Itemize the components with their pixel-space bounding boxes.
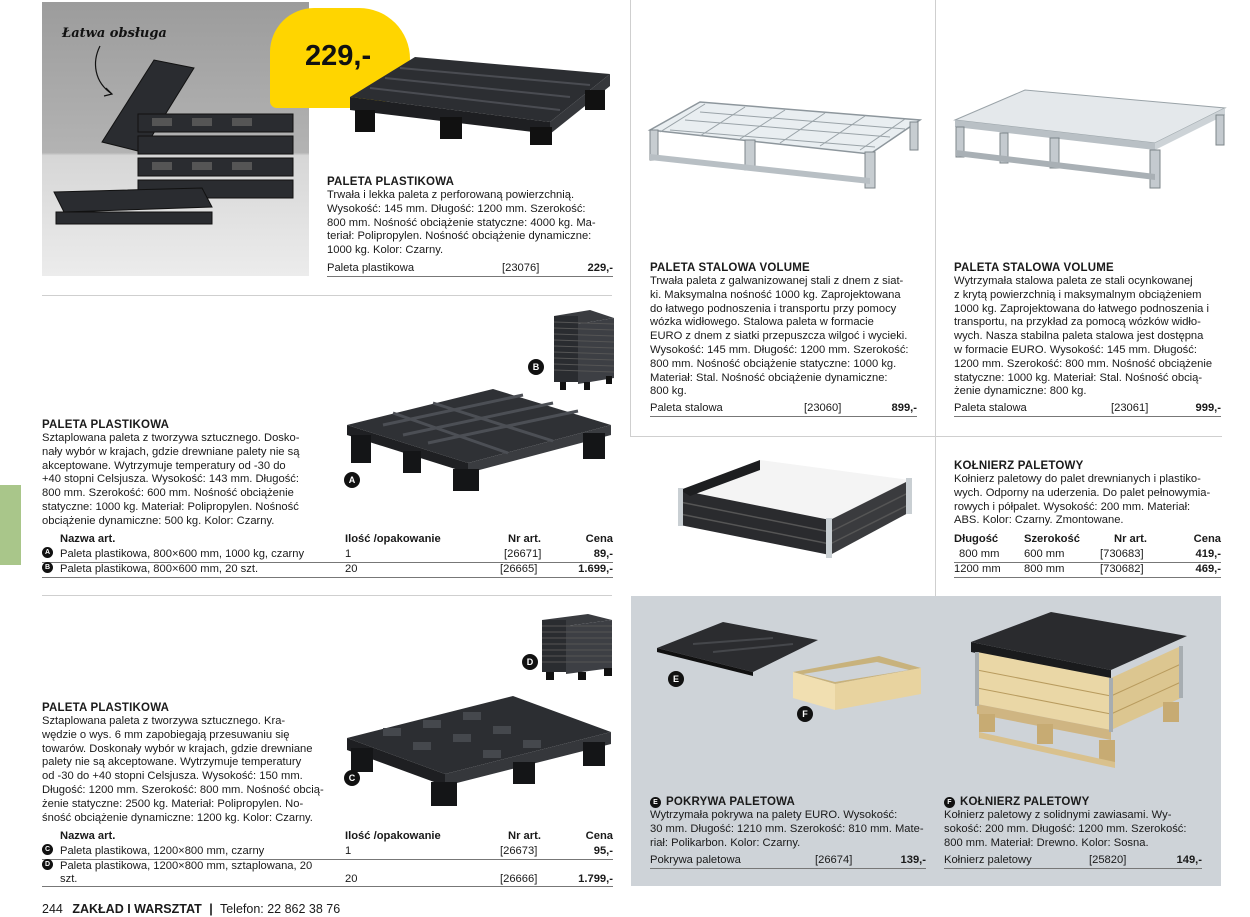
p7-product-row[interactable]: [650, 853, 926, 869]
p2-description: [650, 275, 920, 399]
p2-desc-line: Materiał: Stal. Nośność obciążenie dynamiczne:: [650, 371, 888, 384]
p1-desc-line: 1000 kg. Kolor: Czarny.: [327, 244, 444, 257]
price: 89,-: [593, 548, 613, 560]
p8-desc-line: 800 mm. Materiał: Drewno. Kolor: Sosna.: [944, 836, 1149, 849]
qty: 20: [345, 873, 358, 885]
p5-title: KOŁNIERZ PALETOWY: [954, 460, 1084, 472]
product-name: Paleta plastikowa, 800×600 mm, 1000 kg, czarny: [60, 548, 305, 560]
table-row[interactable]: C Paleta plastikowa, 1200×800 mm, czarny 1 [26673] 95,-: [42, 844, 613, 860]
article-number: [23076]: [502, 262, 540, 274]
product-name: Kołnierz paletowy: [944, 854, 1032, 866]
image-pallet-box: [967, 608, 1192, 768]
p4-description: [42, 432, 322, 529]
price: 999,-: [1195, 402, 1221, 414]
table-row[interactable]: [954, 547, 1221, 563]
price: 229,-: [587, 262, 613, 274]
article-number: [25820]: [1089, 854, 1127, 866]
p1-description: [327, 189, 617, 258]
p6-desc-line: palety nie są akceptowane. Wytrzymuje temperatury: [42, 756, 302, 769]
p4-desc-line: +40 stopni Celsjusza. Wysokość: 143 mm. Długość:: [42, 473, 300, 486]
col-header-price: Cena: [585, 830, 613, 842]
p1-desc-line: teriał: Polipropylen. Nośność obciążenie dynamiczne:: [327, 230, 592, 243]
p7-description: [650, 809, 930, 850]
photo-illustration: [42, 2, 309, 276]
p7-desc-line: 30 mm. Długość: 1210 mm. Szerokość: 810 mm. Mate-: [650, 822, 924, 835]
table-row[interactable]: A Paleta plastikowa, 800×600 mm, 1000 kg, czarny 1 [26671] 89,-: [42, 547, 613, 563]
product-name: Paleta plastikowa, 1200×800 mm, sztaplowana, 20: [60, 860, 313, 872]
p6-desc-line: wędzie o wys. 6 mm zapobiegają przesuwaniu się: [42, 728, 290, 741]
p3-desc-line: z krytą powierzchnią i maksymalnym obciążeniem: [954, 288, 1202, 301]
p6-desc-line: śność obciążenie dynamiczne: 1200 kg. Kolor: Czarny.: [42, 811, 313, 824]
p4-desc-line: akceptowane. Wytrzymuje temperatury od -30 do: [42, 459, 286, 472]
p6-desc-line: Sztaplowana paleta z tworzywa sztucznego. Kra-: [42, 715, 286, 727]
image-badge-f: F: [797, 706, 813, 722]
p6-desc-line: od -30 do +40 stopni Celsjusza. Wysokość: 150 mm.: [42, 770, 303, 783]
p3-desc-line: statyczne: 1000 kg. Materiał: Stal. Nośność obcią-: [954, 371, 1203, 384]
qty: 20: [345, 563, 358, 575]
p2-desc-line: ki. Maksymalna nośność 1000 kg. Zaprojektowana: [650, 288, 901, 301]
p7-desc-line: riał: Polikarbon. Kolor: Czarny.: [650, 836, 801, 849]
p1-title: PALETA PLASTIKOWA: [327, 176, 455, 188]
p4-desc-line: statyczne: 1000 kg. Materiał: Polipropylen. Nośność: [42, 500, 299, 513]
p4-table-header: [42, 532, 613, 548]
p3-desc-line: żenie dynamiczne: 800 kg.: [954, 385, 1087, 398]
p2-desc-line: wózka widłowego. Stalowa paleta w formacie: [650, 316, 874, 329]
p1-desc-line: Trwała i lekka paleta z perforowaną powierzchnią.: [327, 189, 575, 201]
p3-title: PALETA STALOWA VOLUME: [954, 262, 1114, 274]
price: 1.699,-: [578, 563, 613, 575]
length: 800 mm: [959, 548, 1000, 560]
p4-desc-line: Sztaplowana paleta z tworzywa sztucznego. Dosko-: [42, 432, 300, 444]
product-name: Paleta stalowa: [954, 402, 1027, 414]
image-pallet-c: [343, 692, 615, 810]
p4-desc-line: nały wybór w krajach, gdzie drewniane palety nie są: [42, 445, 300, 458]
p8-product-row[interactable]: [944, 853, 1202, 869]
article-number: [26665]: [500, 563, 538, 575]
col-header-length: Długość: [954, 533, 999, 545]
p2-desc-line: Wysokość: 145 mm. Długość: 1200 mm. Szerokość:: [650, 343, 909, 356]
footer-section: ZAKŁAD I WARSZTAT: [72, 902, 202, 916]
p8-description: [944, 809, 1214, 850]
p7-badge: E: [650, 797, 661, 808]
p8-title: [944, 795, 1089, 809]
product-name: Pokrywa paletowa: [650, 854, 741, 866]
divider-vertical-3: [935, 436, 936, 596]
p3-product-row[interactable]: [954, 401, 1221, 417]
p5-desc-line: rowych i półpalet. Wysokość: 200 mm. Materiał:: [954, 500, 1191, 513]
image-badge-b: B: [528, 359, 544, 375]
p3-desc-line: w formacie EURO. Wysokość: 145 mm. Długość:: [954, 343, 1197, 356]
p8-title-text: KOŁNIERZ PALETOWY: [960, 796, 1090, 808]
p5-description: [954, 473, 1226, 528]
article-number: [26674]: [815, 854, 853, 866]
p4-title: PALETA PLASTIKOWA: [42, 419, 170, 431]
p3-description: [954, 275, 1226, 399]
page-number: 244: [42, 902, 63, 916]
price: 1.799,-: [578, 873, 613, 885]
p6-title: PALETA PLASTIKOWA: [42, 702, 170, 714]
p6-desc-line: towarów. Doskonały wybór w krajach, gdzie drewniane: [42, 742, 313, 755]
p5-table-header: [954, 532, 1221, 548]
side-tab-marker: [0, 485, 21, 565]
p3-desc-line: 1200 mm. Szerokość: 800 mm. Nośność obciążenie: [954, 357, 1213, 370]
col-header-price: Cena: [585, 533, 613, 545]
product-name: Paleta stalowa: [650, 402, 723, 414]
p2-title: PALETA STALOWA VOLUME: [650, 262, 810, 274]
p6-table-header: [42, 829, 613, 845]
p2-desc-line: do łatwego podnoszenia i transportu przy pomocy: [650, 302, 897, 315]
col-header-name: Nazwa art.: [60, 533, 116, 545]
image-wooden-collar: [789, 654, 925, 714]
price: 419,-: [1195, 548, 1221, 560]
width: 600 mm: [1024, 548, 1065, 560]
col-header-nr: Nr art.: [1114, 533, 1147, 545]
price: 149,-: [1176, 854, 1202, 866]
image-badge-c: C: [344, 770, 360, 786]
p8-badge: F: [944, 797, 955, 808]
table-row[interactable]: D Paleta plastikowa, 1200×800 mm, sztaplowana, 20 szt. 20 [26666] 1.799,-: [42, 859, 613, 887]
article-number: [730682]: [1100, 563, 1144, 575]
divider-vertical-1: [630, 0, 631, 436]
divider-h-right-1: [630, 436, 1222, 437]
product-name: Paleta plastikowa, 1200×800 mm, czarny: [60, 845, 265, 857]
p3-desc-line: wych. Nasza stabilna paleta stalowa jest dostępna: [954, 330, 1204, 343]
p7-title: [650, 795, 795, 809]
price: 899,-: [891, 402, 917, 414]
col-header-qty: Ilość /opakowanie: [345, 830, 441, 842]
footer-phone: Telefon: 22 862 38 76: [219, 902, 341, 916]
table-row[interactable]: B Paleta plastikowa, 800×600 mm, 20 szt. 20 [26665] 1.699,-: [42, 562, 613, 578]
p8-desc-line: sokość: 200 mm. Długość: 1200 mm. Szerokość:: [944, 822, 1187, 835]
article-number: [26666]: [500, 873, 538, 885]
p2-desc-line: 800 mm. Nośność obciążenie statyczne: 1000 kg.: [650, 357, 897, 370]
article-number: [23060]: [804, 402, 842, 414]
col-header-name: Nazwa art.: [60, 830, 116, 842]
p7-title-text: POKRYWA PALETOWA: [666, 796, 796, 808]
p1-desc-line: 800 mm. Nośność obciążenie statyczne: 4000 kg. Ma-: [327, 216, 596, 229]
footer-separator: |: [209, 902, 213, 916]
length: 1200 mm: [954, 563, 1001, 575]
width: 800 mm: [1024, 563, 1065, 575]
photo-stacked-pallets: [42, 2, 309, 276]
price-bubble-text: 229,-: [305, 40, 372, 72]
image-badge-a: A: [344, 472, 360, 488]
p2-desc-line: EURO z dnem z siatki przepuszcza wilgoć i wycieki.: [650, 330, 908, 343]
product-name: Paleta plastikowa, 800×600 mm, 20 szt.: [60, 563, 259, 575]
price: 139,-: [900, 854, 926, 866]
col-header-width: Szerokość: [1024, 533, 1080, 545]
price: 95,-: [593, 845, 613, 857]
qty: 1: [345, 548, 352, 560]
p1-desc-line: Wysokość: 145 mm. Długość: 1200 mm. Szerokość:: [327, 202, 586, 215]
col-header-price: Cena: [1193, 533, 1221, 545]
p5-desc-line: Kołnierz paletowy do palet drewnianych i plastiko-: [954, 473, 1201, 485]
price: 469,-: [1195, 563, 1221, 575]
image-pallet-a: [343, 385, 615, 495]
image-pallet-stack-b: [550, 308, 618, 392]
p7-desc-line: Wytrzymała pokrywa na palety EURO. Wysokość:: [650, 809, 898, 821]
product-name: Paleta plastikowa: [327, 262, 415, 274]
p6-description: [42, 715, 332, 825]
image-pallet-stack-d: [538, 612, 616, 682]
p3-desc-line: 1000 kg. Zaprojektowana do łatwego podnoszenia i: [954, 302, 1210, 315]
p2-desc-line: Trwała paleta z galwanizowanej stali z dnem z siat-: [650, 275, 904, 287]
article-number: [26673]: [500, 845, 538, 857]
p3-desc-line: Wytrzymała stalowa paleta ze stali ocynkowanej: [954, 275, 1193, 287]
p5-desc-line: ABS. Kolor: Czarny. Zmontowane.: [954, 514, 1124, 527]
article-number: [730683]: [1100, 548, 1144, 560]
qty: 1: [345, 845, 352, 857]
image-badge-e: E: [668, 671, 684, 687]
image-pallet-perforated: [345, 52, 615, 147]
image-steel-mesh-pallet: [645, 92, 925, 192]
image-pallet-collar-black: [670, 450, 920, 570]
p6-desc-line: żenie statyczne: 2500 kg. Materiał: Polipropylen. No-: [42, 797, 304, 810]
product-name-continued: szt.: [60, 873, 78, 885]
p8-desc-line: Kołnierz paletowy z solidnymi zawiasami. Wy-: [944, 809, 1172, 821]
p5-desc-line: wych. Odporny na uderzenia. Do palet pełnowymia-: [954, 486, 1211, 499]
divider-h-left-2: [42, 595, 612, 596]
p3-desc-line: transportu, na przykład za pomocą wózków widło-: [954, 316, 1201, 329]
col-header-qty: Ilość /opakowanie: [345, 533, 441, 545]
p2-product-row[interactable]: [650, 401, 917, 417]
image-badge-d: D: [522, 654, 538, 670]
col-header-nr: Nr art.: [508, 533, 541, 545]
photo-caption: Łatwa obsługa: [62, 26, 167, 41]
p2-desc-line: 800 kg.: [650, 385, 687, 398]
p6-desc-line: Długość: 1200 mm. Szerokość: 800 mm. Nośność obcią-: [42, 783, 324, 796]
divider-vertical-2: [935, 0, 936, 436]
table-row[interactable]: [954, 562, 1221, 578]
p1-product-row[interactable]: [327, 261, 613, 277]
divider-h-left-1: [42, 295, 612, 296]
article-number: [23061]: [1111, 402, 1149, 414]
image-steel-flat-pallet: [950, 78, 1230, 193]
article-number: [26671]: [504, 548, 542, 560]
p4-desc-line: obciążenie dynamiczne: 500 kg. Kolor: Czarny.: [42, 514, 275, 527]
col-header-nr: Nr art.: [508, 830, 541, 842]
p4-desc-line: 800 mm. Szerokość: 600 mm. Nośność obciążenie: [42, 487, 294, 500]
page-footer: [42, 902, 340, 916]
